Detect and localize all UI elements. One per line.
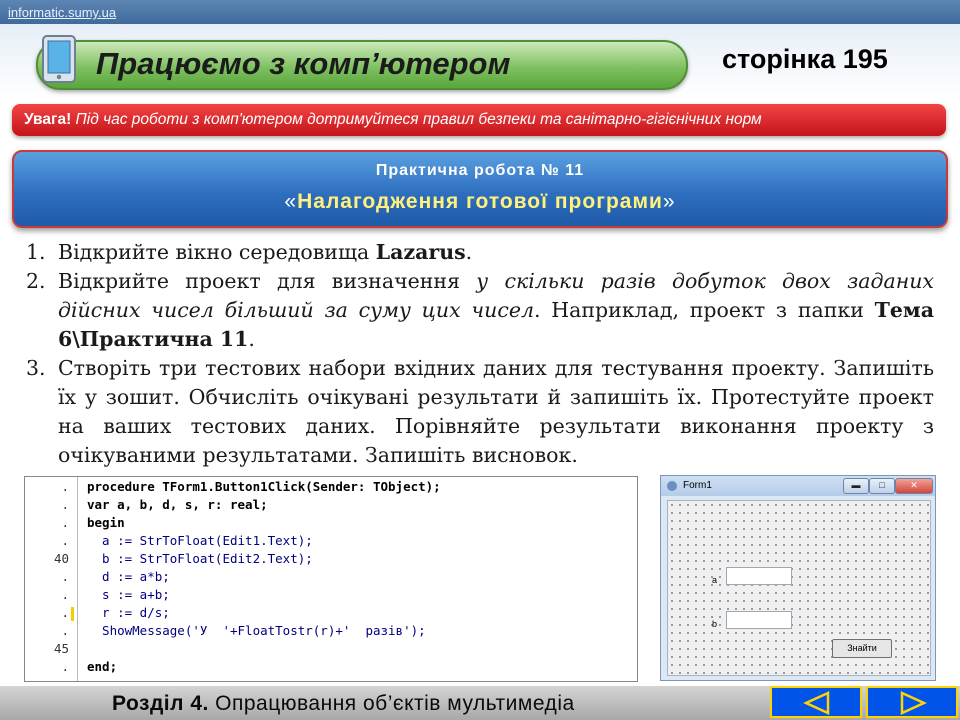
- step-1: [26, 238, 934, 267]
- step-text: .: [465, 240, 473, 264]
- close-button[interactable]: ✕: [895, 478, 933, 494]
- practical-work-box: [12, 150, 948, 228]
- code-text: ShowMessage('У '+FloatTostr(r)+' разів');: [87, 623, 426, 638]
- code-line: [25, 515, 637, 533]
- triangle-left-icon: [802, 691, 832, 715]
- section-name: Опрацювання об’єктів мультимедіа: [208, 692, 575, 715]
- task-description: у скільки разів добуток двох заданих дійсних чисел більший за суму цих чисел: [58, 269, 934, 322]
- step-number: 3.: [26, 356, 46, 380]
- line-number: .: [61, 533, 69, 548]
- next-page-button[interactable]: [866, 686, 958, 718]
- step-text: . Наприклад, проект з папки: [534, 298, 875, 322]
- label-b: b: [712, 619, 718, 629]
- line-number: .: [61, 497, 69, 512]
- computer-icon: [40, 34, 78, 84]
- label-a: a: [712, 575, 718, 585]
- code-line: [25, 569, 637, 587]
- line-number: .: [61, 587, 69, 602]
- edit1-field[interactable]: [726, 567, 792, 585]
- close-quote: »: [662, 190, 676, 213]
- code-text: a := StrToFloat(Edit1.Text);: [87, 533, 313, 548]
- line-number: 40: [53, 551, 69, 566]
- code-text: var a, b, d, s, r: real;: [87, 497, 268, 512]
- code-text: b := StrToFloat(Edit2.Text);: [87, 551, 313, 566]
- warning-text: Під час роботи з комп'ютером дотримуйтеся правил безпеки та санітарно-гігієнічних норм: [71, 111, 762, 128]
- code-line: [25, 605, 637, 623]
- section-title: [112, 692, 575, 716]
- code-line: [25, 659, 637, 677]
- form-preview-window: [660, 475, 936, 681]
- maximize-button[interactable]: □: [869, 478, 895, 494]
- code-line: [25, 533, 637, 551]
- instruction-list: [26, 238, 934, 470]
- code-line: [25, 623, 637, 641]
- page-title: Працюємо з комп’ютером: [96, 46, 511, 81]
- minimize-button[interactable]: ▬: [843, 478, 869, 494]
- line-number: .: [61, 515, 69, 530]
- code-text: procedure TForm1.Button1Click(Sender: TObject);: [87, 479, 441, 494]
- step-3: [26, 354, 934, 470]
- prev-page-button[interactable]: [770, 686, 862, 718]
- form-title: Form1: [683, 480, 712, 491]
- code-line: [25, 479, 637, 497]
- step-2: [26, 267, 934, 354]
- step-text: Відкрийте проект для визначення: [58, 269, 477, 293]
- folder-path: Тема 6\Практична 11: [58, 298, 934, 351]
- top-bar: [0, 0, 960, 24]
- safety-warning: [12, 104, 946, 136]
- code-line: [25, 587, 637, 605]
- practical-work-title-text: Налагодження готової програми: [297, 190, 663, 213]
- step-number: 1.: [26, 240, 46, 264]
- step-text: Створіть три тестових набори вхідних даних для тестування проекту. Запишіть їх у зошит. Обчисліть очікувані результати й запишіть їх. Протестуйте проект на ваших тестових даних. Порівняйте результати виконання проекту з очікуваними результатами. Запишіть висновок.: [58, 356, 934, 467]
- code-line: [25, 641, 637, 659]
- line-number: .: [61, 659, 69, 674]
- find-button[interactable]: Знайти: [832, 639, 892, 658]
- step-text: Відкрийте вікно середовища: [58, 240, 376, 264]
- practical-work-number: Практична робота № 11: [375, 162, 585, 179]
- section-prefix: Розділ 4.: [112, 692, 209, 715]
- code-line: [25, 551, 637, 569]
- change-marker: [71, 607, 74, 621]
- page-number: сторінка 195: [722, 44, 888, 74]
- code-text: r := d/s;: [87, 605, 170, 620]
- line-number: .: [61, 623, 69, 638]
- open-quote: «: [284, 190, 298, 213]
- code-line: [25, 497, 637, 515]
- code-text: s := a+b;: [87, 587, 170, 602]
- form-design-surface: [667, 500, 931, 676]
- step-text: .: [248, 327, 255, 351]
- line-number: .: [61, 605, 69, 620]
- code-editor: [24, 476, 638, 682]
- code-text: end;: [87, 659, 118, 674]
- app-name: Lazarus: [375, 240, 466, 264]
- code-text: d := a*b;: [87, 569, 170, 584]
- line-number: .: [61, 569, 69, 584]
- code-text: begin: [87, 515, 125, 530]
- site-link[interactable]: informatic.sumy.ua: [8, 5, 117, 20]
- line-number: 45: [53, 641, 69, 656]
- line-number: .: [61, 479, 69, 494]
- form-icon: [667, 481, 677, 491]
- step-number: 2.: [26, 269, 46, 293]
- triangle-right-icon: [898, 691, 928, 715]
- edit2-field[interactable]: [726, 611, 792, 629]
- form-titlebar: [661, 476, 935, 496]
- warning-label: Увага!: [24, 111, 72, 128]
- practical-work-title: [14, 190, 946, 214]
